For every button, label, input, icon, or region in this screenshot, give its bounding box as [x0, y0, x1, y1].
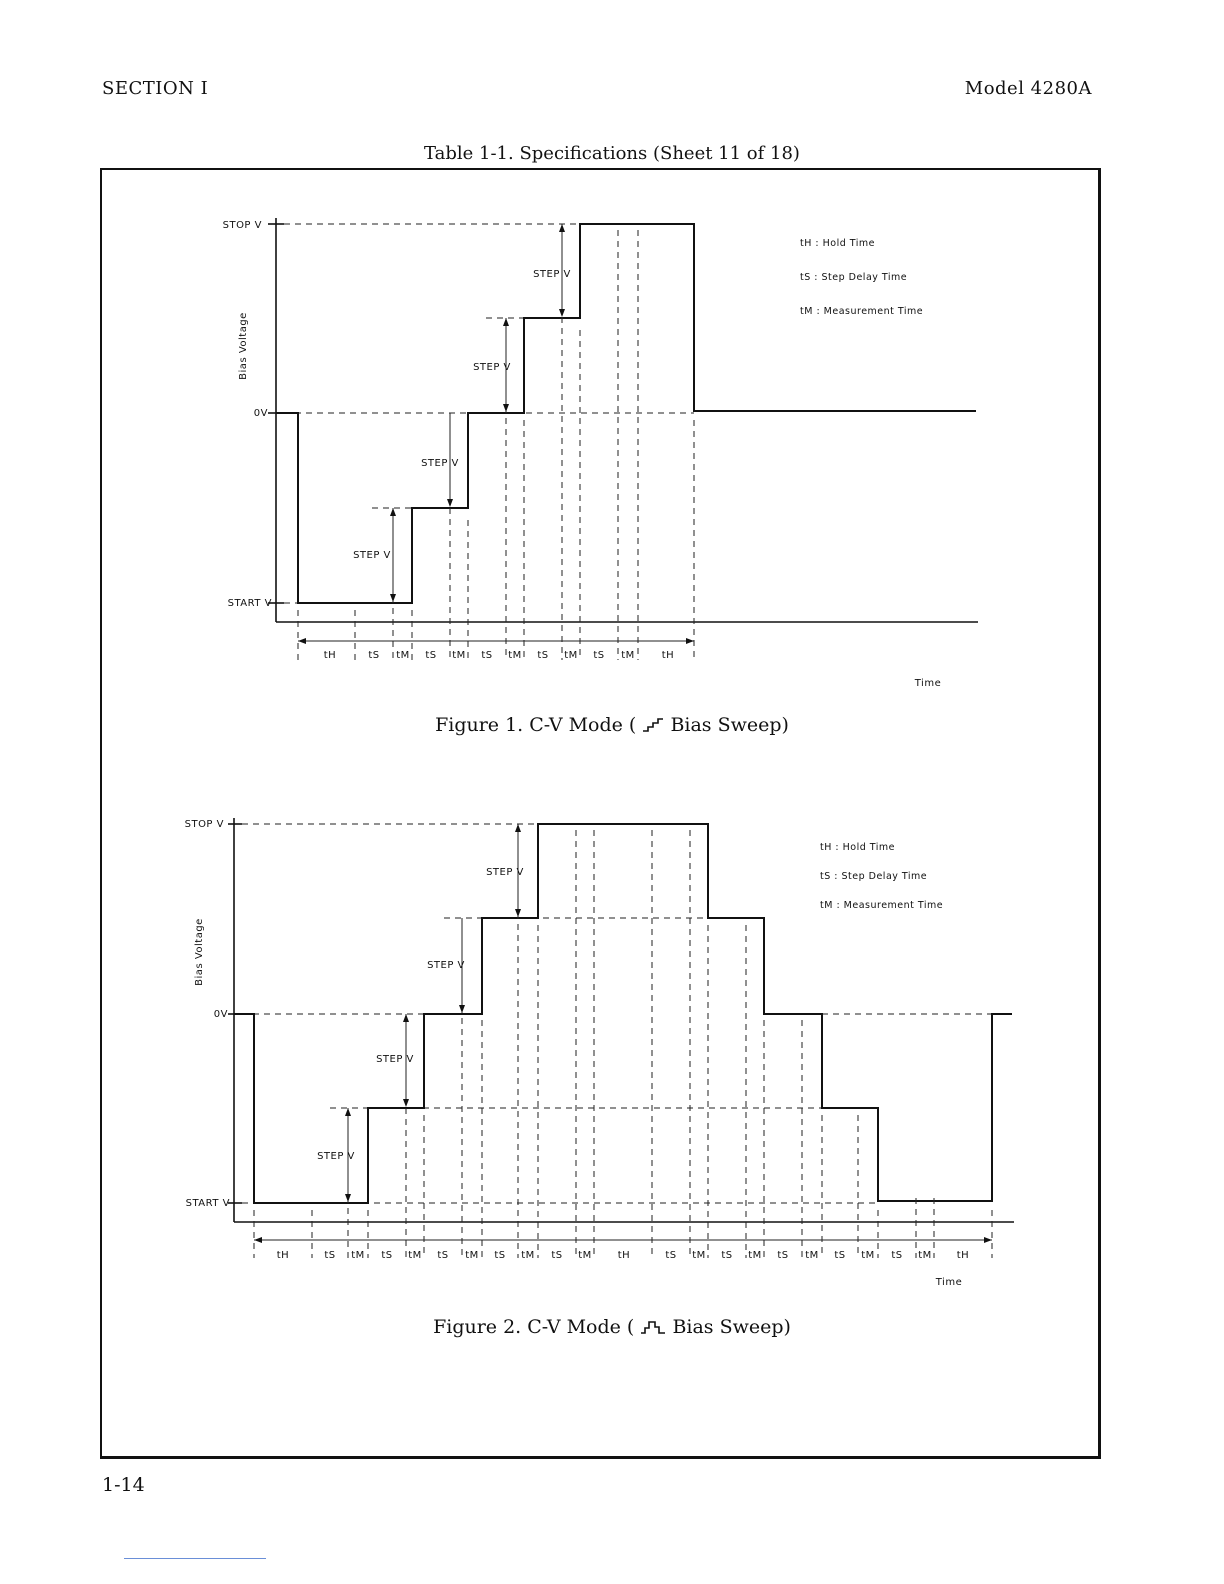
section-header: SECTION I	[102, 78, 209, 99]
start-v-label: START V	[185, 1198, 230, 1209]
timing-label: tS	[381, 1250, 393, 1261]
timing-label: tS	[481, 650, 493, 661]
legend-hold-time: tH : Hold Time	[800, 238, 876, 249]
model-header: Model 4280A	[964, 78, 1092, 99]
table-title: Table 1-1. Specifications (Sheet 11 of 18)	[424, 143, 800, 164]
timing-label: tM	[748, 1250, 762, 1261]
figure-1-caption-prefix: Figure 1. C-V Mode (	[435, 714, 637, 736]
start-v-label: START V	[227, 598, 272, 609]
figure-1-caption-suffix: Bias Sweep)	[670, 714, 789, 736]
stop-v-label: STOP V	[222, 220, 262, 231]
step-v-label: STEP V	[473, 362, 511, 373]
timing-label: tM	[918, 1250, 932, 1261]
timing-label: tM	[692, 1250, 706, 1261]
timing-label: tM	[465, 1250, 479, 1261]
staircase-up-down-icon	[640, 1319, 666, 1335]
timing-label: tS	[537, 650, 549, 661]
bottom-rule	[124, 1558, 266, 1559]
figure-2-caption-suffix: Bias Sweep)	[672, 1316, 791, 1338]
timing-labels	[277, 1250, 969, 1261]
figure-2-caption	[0, 1316, 1224, 1338]
step-v-label: STEP V	[427, 960, 465, 971]
legend-measurement-time: tM : Measurement Time	[800, 306, 924, 317]
timing-label: tS	[551, 1250, 563, 1261]
legend-step-delay-time: tS : Step Delay Time	[800, 272, 908, 283]
step-v-label: STEP V	[376, 1054, 414, 1065]
timing-label: tH	[323, 650, 337, 661]
zero-v-label: 0V	[213, 1009, 228, 1020]
timing-label: tH	[617, 1250, 631, 1261]
timing-label: tM	[564, 650, 578, 661]
timing-label: tS	[891, 1250, 903, 1261]
timing-label: tM	[578, 1250, 592, 1261]
timing-guides	[254, 830, 992, 1258]
timing-label: tS	[368, 650, 380, 661]
timing-label: tS	[721, 1250, 733, 1261]
timing-label: tM	[408, 1250, 422, 1261]
x-axis-label: Time	[914, 678, 942, 689]
stop-v-label: STOP V	[184, 819, 224, 830]
x-axis-label: Time	[935, 1277, 963, 1288]
timing-label: tS	[777, 1250, 789, 1261]
step-v-label: STEP V	[533, 269, 571, 280]
timing-label: tM	[508, 650, 522, 661]
zero-v-label: 0V	[253, 408, 268, 419]
timing-label: tM	[861, 1250, 875, 1261]
figure-2-caption-prefix: Figure 2. C-V Mode (	[433, 1316, 635, 1338]
timing-label: tS	[425, 650, 437, 661]
timing-label: tS	[494, 1250, 506, 1261]
timing-label: tM	[521, 1250, 535, 1261]
timing-label: tM	[351, 1250, 365, 1261]
timing-label: tS	[437, 1250, 449, 1261]
timing-label: tS	[593, 650, 605, 661]
timing-label: tM	[805, 1250, 819, 1261]
timing-label: tM	[452, 650, 466, 661]
timing-label: tM	[621, 650, 635, 661]
timing-label: tS	[324, 1250, 336, 1261]
y-axis-label: Bias Voltage	[238, 312, 249, 380]
timing-label: tH	[956, 1250, 970, 1261]
y-axis-label: Bias Voltage	[194, 918, 205, 986]
timing-label: tM	[396, 650, 410, 661]
step-v-label: STEP V	[353, 550, 391, 561]
timing-label: tS	[665, 1250, 677, 1261]
legend-step-delay-time: tS : Step Delay Time	[820, 871, 928, 882]
legend-hold-time: tH : Hold Time	[820, 842, 896, 853]
timing-label: tH	[661, 650, 675, 661]
timing-label: tH	[276, 1250, 290, 1261]
timing-label: tS	[834, 1250, 846, 1261]
step-v-label: STEP V	[486, 867, 524, 878]
legend-measurement-time: tM : Measurement Time	[820, 900, 944, 911]
step-v-label: STEP V	[421, 458, 459, 469]
step-v-label: STEP V	[317, 1151, 355, 1162]
page-number: 1-14	[102, 1474, 145, 1496]
